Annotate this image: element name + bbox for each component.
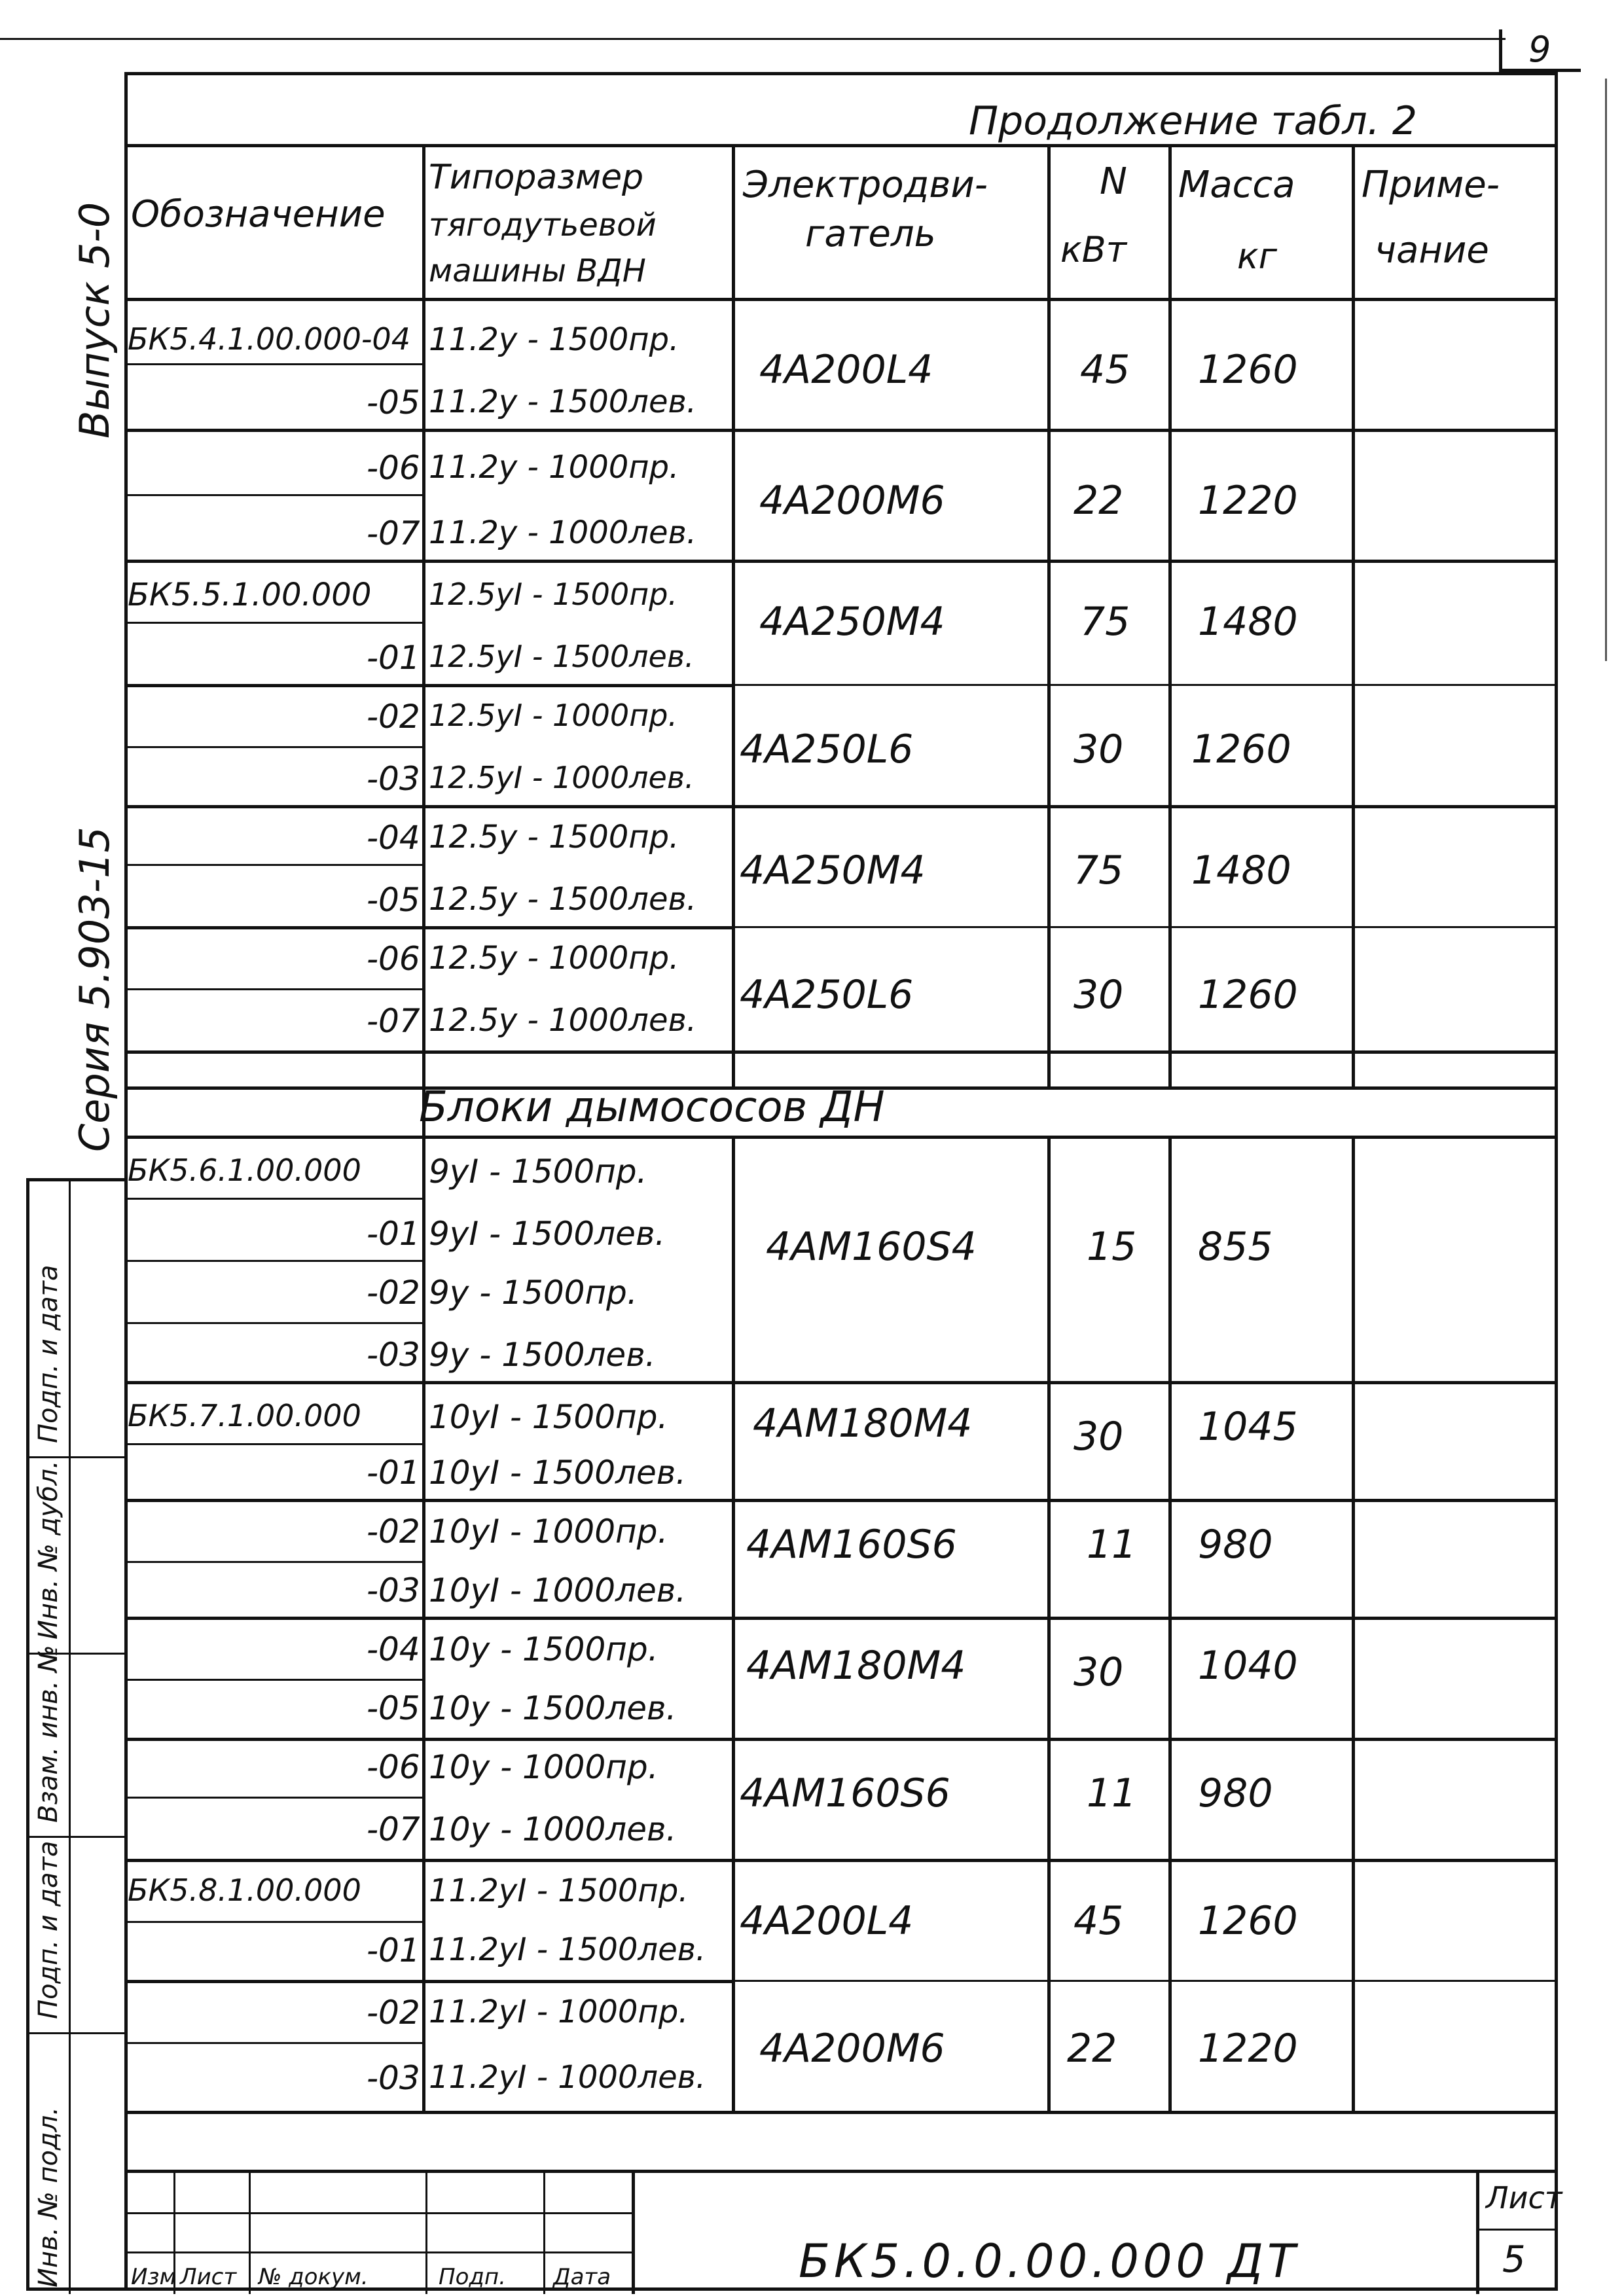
table-row: -01 [367,1931,420,1969]
table-row: -03 [367,1571,420,1609]
col-doc: № докум. [259,2264,369,2290]
sheet-label: Лист [1486,2180,1562,2215]
motor-cell: 4А200М6 [759,2026,945,2072]
table-row: 10у - 1500лев. [429,1689,677,1727]
motor-cell: 4АМ160S4 [766,1224,977,1270]
table-row: -02 [367,698,420,736]
header-power-2: кВт [1060,229,1127,270]
motor-cell: 4АМ180М4 [753,1401,973,1446]
power-cell: 11 [1087,1522,1137,1568]
table-row: 12.5у - 1500пр. [429,819,679,855]
col-date: Дата [553,2264,611,2290]
power-cell: 75 [1074,848,1124,893]
header-bottom-line [124,298,1558,301]
col-izm: Изм [131,2264,177,2290]
table-row: -07 [367,514,420,552]
mass-cell: 1260 [1198,347,1298,393]
col-line-5 [1352,144,1355,1086]
header-designation: Обозначение [131,193,386,236]
header-type-size-2: тягодутьевой [429,207,657,243]
power-cell: 11 [1087,1770,1137,1816]
table-row: БК5.8.1.00.000 [128,1873,361,1908]
mass-cell: 1260 [1198,972,1298,1018]
table-row: 11.2у - 1500лев. [429,384,697,420]
col-line-4 [1168,144,1172,1086]
col-line-3 [1047,144,1051,1086]
right-margin-line [1605,79,1607,661]
power-cell: 22 [1067,2026,1117,2072]
table-row: 9уI - 1500пр. [429,1153,647,1191]
col-line-2b [732,1136,735,2111]
motor-cell: 4А250М4 [740,848,926,893]
power-cell: 30 [1074,1414,1124,1460]
col-line-2 [732,144,735,1086]
col-line-5b [1352,1136,1355,2111]
page-number: 9 [1528,29,1551,70]
header-motor-2: гатель [805,213,936,255]
table-row: -01 [367,1454,420,1492]
side-stamp-column [26,1178,124,2291]
table-row: -01 [367,1215,420,1253]
table-row: 11.2уI - 1500пр. [429,1873,689,1909]
table-row: -03 [367,760,420,798]
motor-cell: 4А250L6 [740,972,914,1018]
power-cell: 30 [1074,726,1124,772]
table-row: 10у - 1000лев. [429,1810,677,1848]
table-row: 11.2у - 1500пр. [429,321,679,358]
table-row: 10уI - 1500пр. [429,1398,668,1436]
motor-cell: 4А200М6 [759,478,945,524]
table-row: 10у - 1000пр. [429,1748,659,1786]
col-line-3b [1047,1136,1051,2111]
table-row: 12.5у - 1000пр. [429,940,679,977]
mass-cell: 1040 [1198,1643,1298,1689]
table-row: 10уI - 1500лев. [429,1454,687,1492]
table-row: -06 [367,449,420,487]
continuation-title: Продолжение табл. 2 [969,98,1418,144]
mass-cell: 1220 [1198,2026,1298,2072]
col-list: Лист [180,2264,237,2290]
table-row: БК5.6.1.00.000 [128,1153,361,1188]
motor-cell: 4А200L4 [740,1898,914,1944]
table-row: -02 [367,1274,420,1312]
table-row: 12.5уI - 1500пр. [429,577,678,612]
table-row: -05 [367,881,420,919]
motor-cell: 4АМ160S6 [740,1770,950,1816]
table-row: -07 [367,1002,420,1040]
table-row: -06 [367,940,420,978]
table-row: 9у - 1500лев. [429,1336,656,1374]
table-row: 12.5у - 1500лев. [429,881,697,918]
power-cell: 45 [1074,1898,1124,1944]
power-cell: 45 [1080,347,1130,393]
motor-cell: 4АМ180М4 [746,1643,966,1689]
table-row: 12.5уI - 1000пр. [429,698,678,733]
header-type-size-1: Типоразмер [429,158,644,197]
table-row: 12.5у - 1000лев. [429,1002,697,1039]
table-row: 10у - 1500пр. [429,1630,659,1668]
stamp-vzam-inv: Взам. инв. № [33,1645,63,1823]
table-row: 11.2уI - 1000лев. [429,2059,706,2096]
section-title: Блоки дымососов ДН [419,1083,885,1132]
table-row: -05 [367,1689,420,1727]
motor-cell: 4АМ160S6 [746,1522,957,1568]
mass-cell: 980 [1198,1770,1273,1816]
col-sign: Подп. [439,2264,506,2290]
mass-cell: 1260 [1191,726,1291,772]
table-row: 11.2уI - 1500лев. [429,1931,706,1968]
header-mass-2: кг [1237,236,1277,277]
table-row: 12.5уI - 1000лев. [429,760,695,795]
document-code: БК5.0.0.00.000 ДТ [799,2234,1299,2288]
table-row: -05 [367,384,420,422]
table-row: 11.2у - 1000пр. [429,449,679,486]
power-cell: 75 [1080,599,1130,645]
stamp-podp-data-2: Подп. и дата [33,1840,63,2019]
table-row: 9у - 1500пр. [429,1274,638,1312]
mass-cell: 1260 [1198,1898,1298,1944]
stamp-inv-dubl: Инв. № дубл. [33,1460,63,1640]
table-row: 12.5уI - 1500лев. [429,639,695,674]
top-edge-line [0,38,1506,40]
table-row: -04 [367,1630,420,1668]
table-row: -06 [367,1748,420,1786]
table-row: БК5.5.1.00.000 [128,577,372,613]
table-row: БК5.7.1.00.000 [128,1398,361,1433]
mass-cell: 855 [1198,1224,1273,1270]
motor-cell: 4А250М4 [759,599,945,645]
stamp-inv-podl: Инв. № подл. [33,2107,63,2287]
power-cell: 15 [1087,1224,1137,1270]
mass-cell: 1480 [1191,848,1291,893]
table-row: БК5.4.1.00.000-04 [128,321,410,357]
sheet-number: 5 [1502,2238,1526,2281]
header-note-1: Приме- [1362,164,1500,206]
table-row: 10уI - 1000пр. [429,1513,668,1551]
table-row: 10уI - 1000лев. [429,1571,687,1609]
motor-cell: 4А200L4 [759,347,933,393]
power-cell: 30 [1074,972,1124,1018]
table-row: -03 [367,2059,420,2097]
mass-cell: 1480 [1198,599,1298,645]
header-top-line [124,144,1558,147]
header-power-1: N [1100,160,1127,203]
table-row: -07 [367,1810,420,1848]
table-row: 11.2у - 1000лев. [429,514,697,551]
header-type-size-3: машины ВДН [429,253,646,289]
header-mass-1: Масса [1178,164,1295,206]
table-row: 11.2уI - 1000пр. [429,1994,689,2030]
table-row: -03 [367,1336,420,1374]
header-note-2: чание [1375,229,1489,272]
power-cell: 30 [1074,1649,1124,1695]
table-row: 9уI - 1500лев. [429,1215,666,1253]
motor-cell: 4А250L6 [740,726,914,772]
page-number-box [1499,29,1581,72]
power-cell: 22 [1074,478,1124,524]
mass-cell: 1045 [1198,1404,1298,1450]
table-row: -02 [367,1994,420,2032]
table-row: -04 [367,819,420,857]
header-motor-1: Электродви- [743,164,988,206]
mass-cell: 980 [1198,1522,1273,1568]
side-issue: Выпуск 5-0 [71,202,118,439]
table-row: -01 [367,639,420,677]
mass-cell: 1220 [1198,478,1298,524]
table-row: -02 [367,1513,420,1551]
side-series: Серия 5.903-15 [71,827,118,1152]
col-line-4b [1168,1136,1172,2111]
stamp-podp-data-1: Подп. и дата [33,1265,63,1443]
section-title-line [124,1136,1558,1139]
